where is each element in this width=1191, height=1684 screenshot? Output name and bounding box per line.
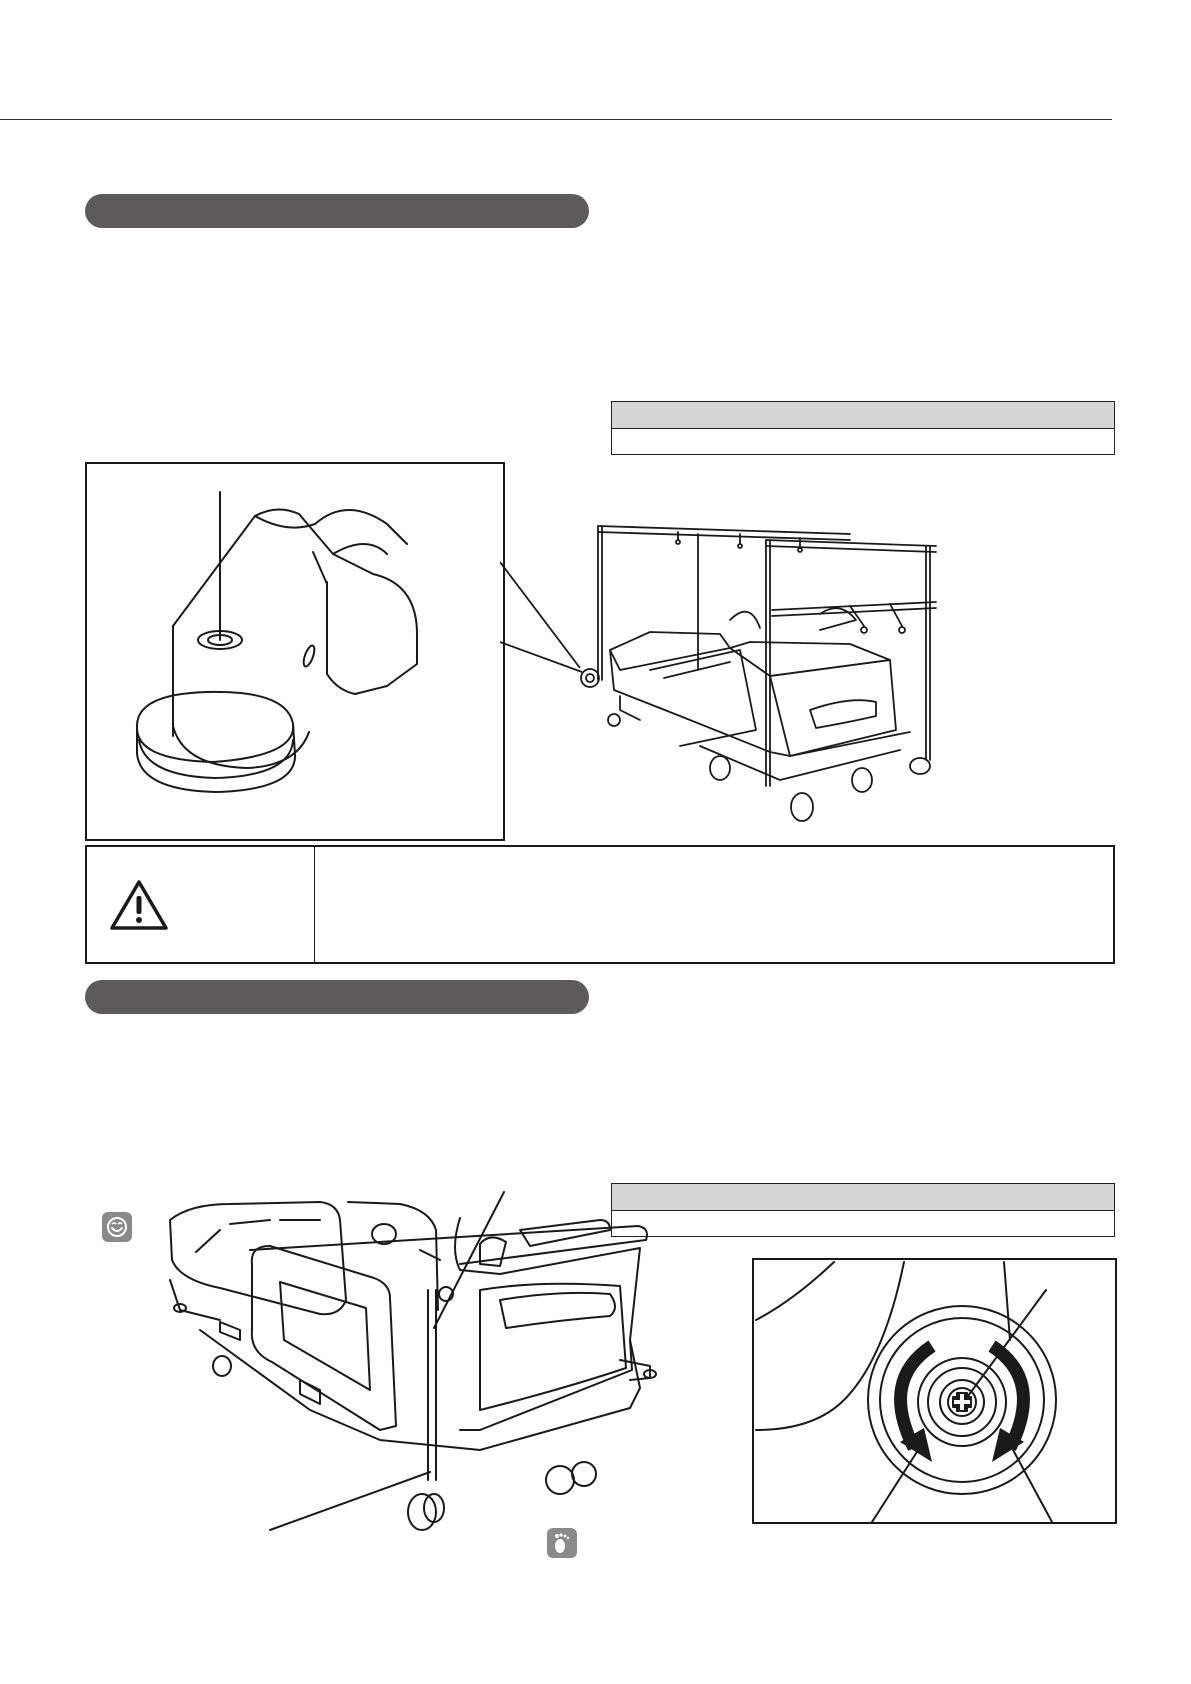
smiling-face-icon — [102, 1212, 132, 1242]
caution-divider — [314, 847, 315, 962]
bed-drain-illustration — [160, 1190, 720, 1550]
bed-with-overhead-frame-illustration — [580, 510, 940, 850]
section-1-table-header — [612, 402, 1114, 429]
section-1-title-bar — [85, 194, 589, 228]
detail-frame-rotate-knob — [752, 1258, 1117, 1524]
section-2-title-bar — [85, 980, 589, 1014]
warning-triangle-icon — [109, 879, 169, 931]
footprint-icon — [547, 1528, 577, 1558]
caution-box — [85, 845, 1115, 964]
section-1-spec-table — [611, 401, 1115, 455]
section-1-table-cell — [612, 429, 1114, 454]
base-socket-illustration — [87, 464, 503, 839]
detail-frame-base-socket — [85, 462, 505, 841]
page-header-rule — [0, 119, 1112, 120]
rotate-knob-illustration — [754, 1260, 1115, 1522]
